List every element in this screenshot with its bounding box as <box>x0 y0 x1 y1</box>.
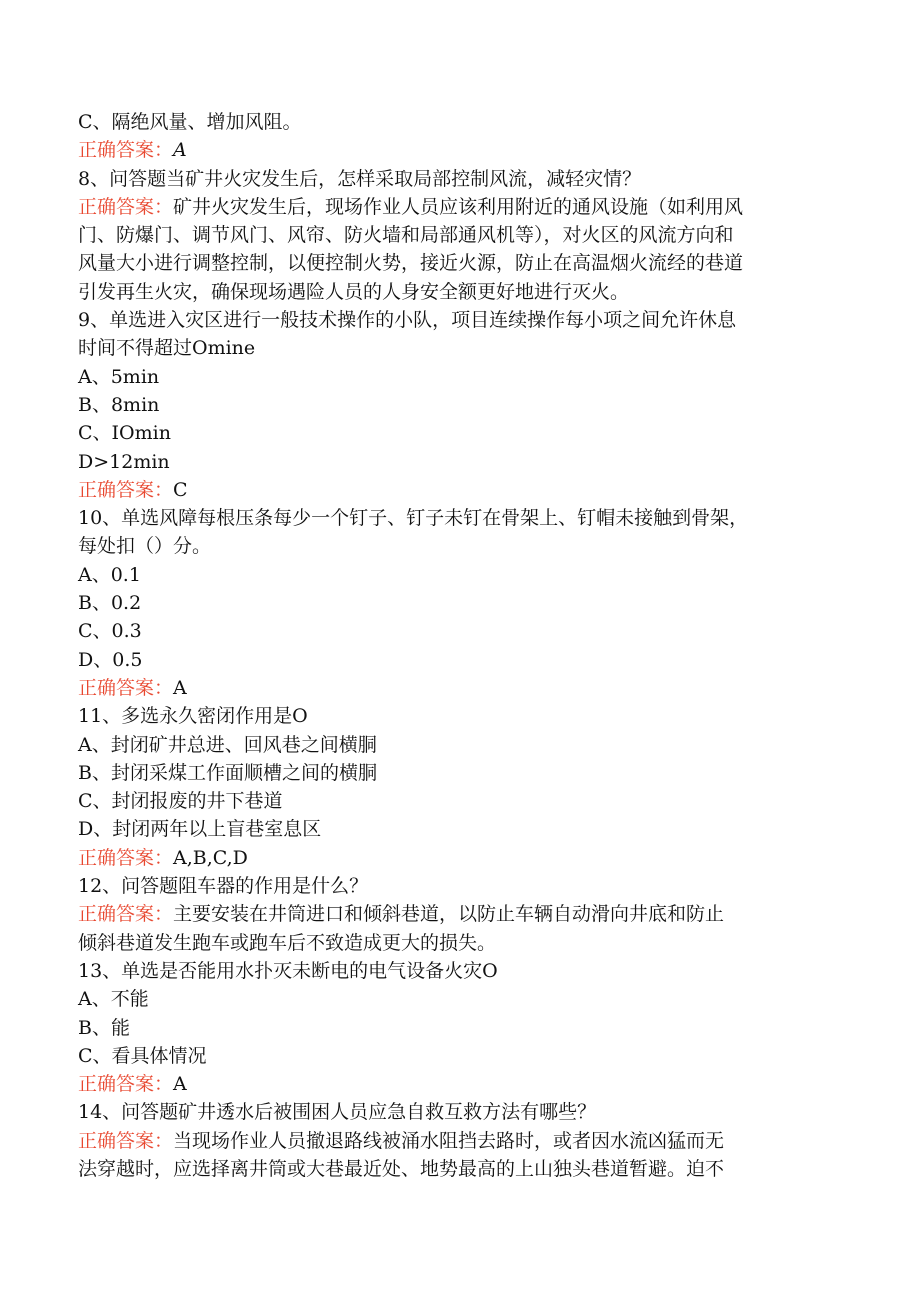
answer-line <box>78 193 848 221</box>
option: B、能 <box>78 1016 130 1039</box>
answer-label: 正确答案： <box>78 139 174 162</box>
answer-line <box>78 1127 848 1155</box>
option: A、不能 <box>78 988 149 1011</box>
answer-line <box>78 674 848 702</box>
answer-text: 矿井火灾发生后，现场作业人员应该利用附近的通风设施（如利用风 <box>173 195 744 218</box>
option: C、IOmin <box>78 422 171 445</box>
question-10-cont: 每处扣（）分。 <box>78 535 212 558</box>
option: C、看具体情况 <box>78 1044 207 1067</box>
answer-label: 正确答案： <box>78 676 174 699</box>
option: A、0.1 <box>78 563 141 586</box>
answer-value: A <box>173 1073 187 1096</box>
answer-value: A <box>173 676 187 699</box>
answer-text: 主要安装在井筒进口和倾斜巷道，以防止车辆自动滑向井底和防止 <box>173 903 725 926</box>
option: B、0.2 <box>78 592 142 615</box>
answer-text: 风量大小进行调整控制，以便控制火势，接近火源，防止在高温烟火流经的巷道 <box>78 252 744 275</box>
answer-line <box>78 900 848 928</box>
answer-text: 门、防爆门、调节风门、风帘、防火墙和局部通风机等），对火区的风流方向和 <box>78 224 734 247</box>
question-8: 8、问答题当矿井火灾发生后，怎样采取局部控制风流，减轻灾情？ <box>78 167 642 190</box>
option-c: C、隔绝风量、增加风阻。 <box>78 111 302 133</box>
question-14: 14、问答题矿井透水后被围困人员应急自救互救方法有哪些？ <box>78 1101 597 1124</box>
option: A、5min <box>78 365 160 388</box>
answer-text: 当现场作业人员撤退路线被涌水阻挡去路时，或者因水流凶猛而无 <box>173 1129 725 1152</box>
answer-line <box>78 476 848 504</box>
option: D>12min <box>78 450 170 473</box>
question-13: 13、单选是否能用水扑灭未断电的电气设备火灾O <box>78 959 498 982</box>
question-11: 11、多选永久密闭作用是O <box>78 705 308 728</box>
answer-text: 法穿越时，应选择离井筒或大巷最近处、地势最高的上山独头巷道暂避。迫不 <box>78 1157 725 1180</box>
document-page <box>78 108 848 1183</box>
option: C、封闭报废的井下巷道 <box>78 790 283 813</box>
answer-label: 正确答案： <box>78 195 174 218</box>
answer-line <box>78 844 848 872</box>
question-9: 9、单选进入灾区进行一般技术操作的小队，项目连续操作每小项之间允许休息 <box>78 309 737 332</box>
question-12: 12、问答题阻车器的作用是什么？ <box>78 875 369 898</box>
answer-label: 正确答案： <box>78 846 174 869</box>
answer-line <box>78 1070 848 1098</box>
option: D、0.5 <box>78 648 143 671</box>
question-9-cont: 时间不得超过Omine <box>78 337 256 360</box>
option: B、8min <box>78 393 160 416</box>
option: C、0.3 <box>78 620 142 643</box>
answer-label: 正确答案： <box>78 1073 174 1096</box>
option: D、封闭两年以上盲巷室息区 <box>78 818 322 841</box>
answer-value: A,B,C,D <box>173 846 248 869</box>
answer-line <box>78 136 848 164</box>
answer-text: 引发再生火灾，确保现场遇险人员的人身安全额更好地进行灭火。 <box>78 280 630 303</box>
answer-value: C <box>173 478 188 501</box>
answer-label: 正确答案： <box>78 903 174 926</box>
answer-text: 倾斜巷道发生跑车或跑车后不致造成更大的损失。 <box>78 931 497 954</box>
question-10: 10、单选风障每根压条每少一个钉子、钉子未钉在骨架上、钉帽未接触到骨架， <box>78 507 749 530</box>
answer-label: 正确答案： <box>78 478 174 501</box>
option: A、封闭矿井总进、回风巷之间横胴 <box>78 733 377 756</box>
option: B、封闭采煤工作面顺槽之间的横胴 <box>78 761 377 784</box>
answer-value: A <box>173 139 187 162</box>
answer-label: 正确答案： <box>78 1129 174 1152</box>
